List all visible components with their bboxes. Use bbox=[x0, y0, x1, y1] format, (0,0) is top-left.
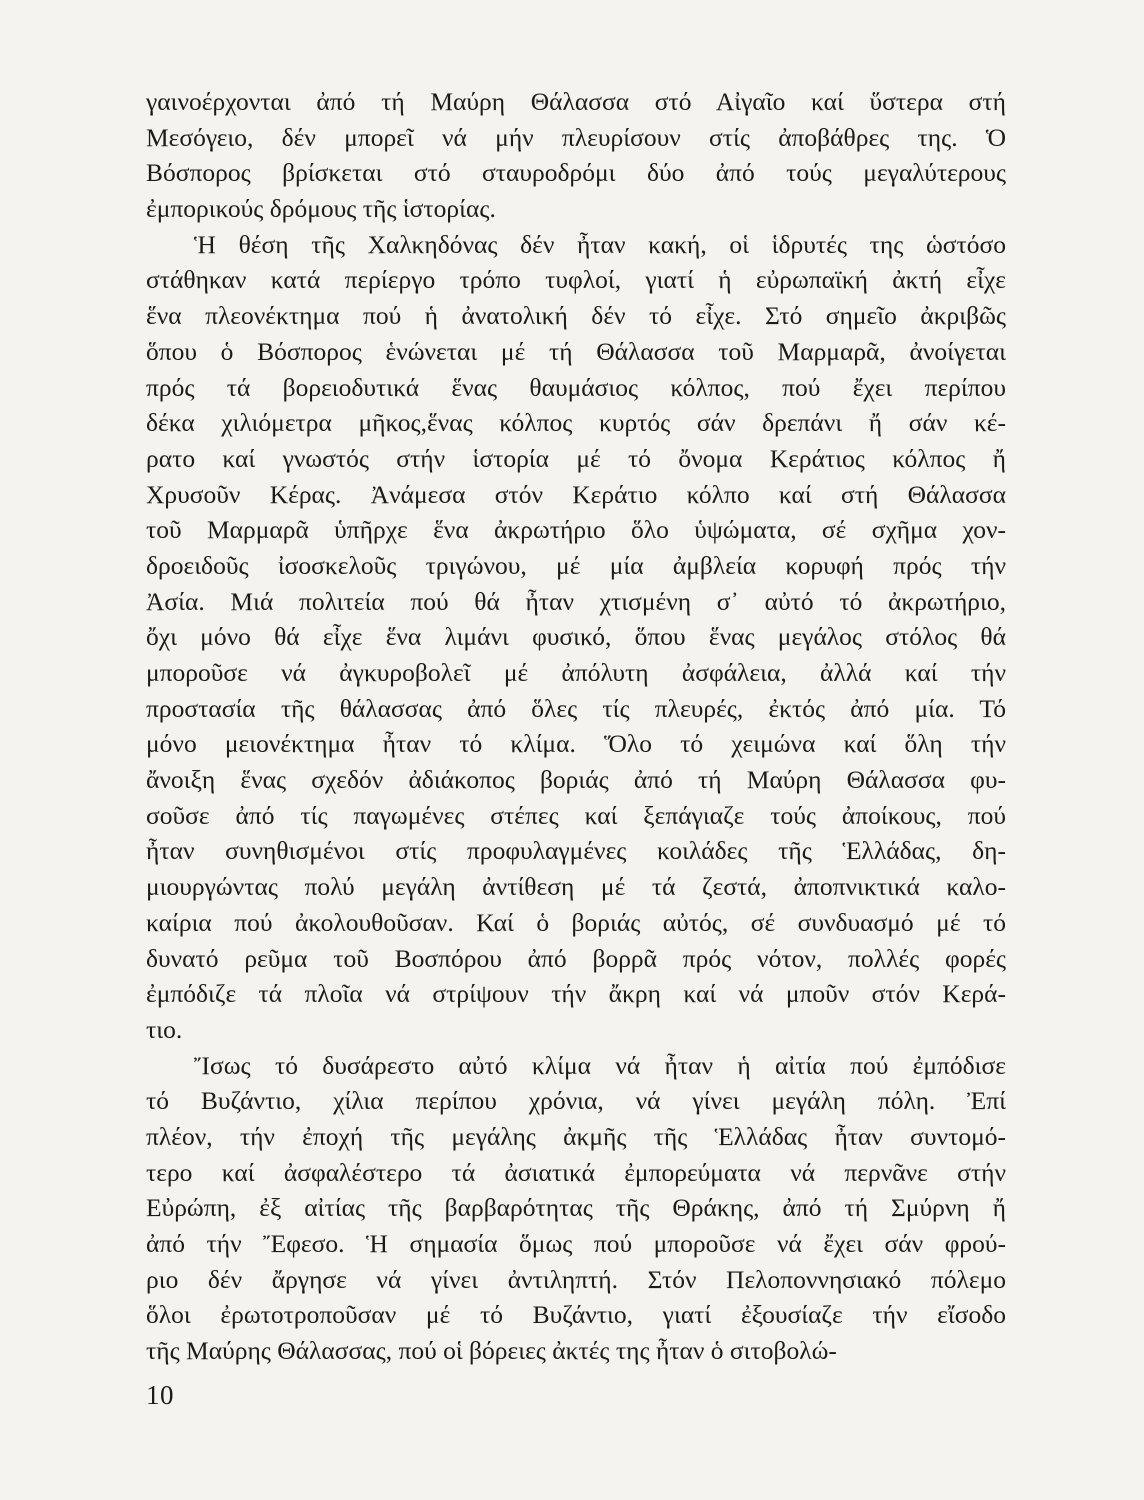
text-line: Χρυσοῦν Κέρας. Ἀνάμεσα στόν Κεράτιο κόλπο καί στή Θάλασσα bbox=[146, 479, 1006, 509]
text-line: Ἡ θέση τῆς Χαλκηδόνας δέν ἦταν κακή, οἱ ἱδρυτές της ὡστόσο bbox=[194, 229, 1006, 259]
text-line: δροειδοῦς ἰσοσκελοῦς τριγώνου, μέ μία ἀμβλεία κορυφή πρός τήν bbox=[146, 550, 1006, 580]
text-line: Εὐρώπη, ἐξ αἰτίας τῆς βαρβαρότητας τῆς Θράκης, ἀπό τή Σμύρνη ἤ bbox=[146, 1193, 1006, 1223]
text-line: τῆς Μαύρης Θάλασσας, πού οἱ βόρειες ἀκτές της ἦταν ὁ σιτοβολώ- bbox=[146, 1336, 837, 1366]
text-line: πρός τά βορειοδυτικά ἕνας θαυμάσιος κόλπος, πού ἔχει περίπου bbox=[146, 372, 1006, 402]
text-line: Μεσόγειο, δέν μπορεῖ νά μήν πλευρίσουν στίς ἀποβάθρες της. Ὁ bbox=[146, 122, 1006, 152]
text-line: ἐμπόδιζε τά πλοῖα νά στρίψουν τήν ἄκρη καί νά μποῦν στόν Κερά- bbox=[146, 979, 1006, 1009]
text-line: προστασία τῆς θάλασσας ἀπό ὅλες τίς πλευρές, ἐκτός ἀπό μία. Τό bbox=[146, 693, 1006, 723]
text-line: ὄχι μόνο θά εἶχε ἕνα λιμάνι φυσικό, ὅπου ἕνας μεγάλος στόλος θά bbox=[146, 622, 1006, 652]
text-line: ἄνοιξη ἕνας σχεδόν ἀδιάκοπος βοριάς ἀπό τή Μαύρη Θάλασσα φυ- bbox=[146, 765, 1006, 795]
text-line: στάθηκαν κατά περίεργο τρόπο τυφλοί, γιατί ἡ εὐρωπαϊκή ἀκτή εἶχε bbox=[146, 265, 1006, 295]
text-line: σοῦσε ἀπό τίς παγωμένες στέπες καί ξεπάγιαζε τούς ἀποίκους, πού bbox=[146, 800, 1006, 830]
page-number: 10 bbox=[146, 1380, 174, 1410]
text-line: δέκα χιλιόμετρα μῆκος,ἕνας κόλπος κυρτός σάν δρεπάνι ἤ σάν κέ- bbox=[146, 408, 1006, 438]
text-line: ὅπου ὁ Βόσπορος ἑνώνεται μέ τή Θάλασσα τοῦ Μαρμαρᾶ, ἀνοίγεται bbox=[146, 336, 1006, 366]
text-line: τοῦ Μαρμαρᾶ ὑπῆρχε ἕνα ἀκρωτήριο ὅλο ὑψώματα, σέ σχῆμα χον- bbox=[146, 515, 1006, 545]
text-line: Ἴσως τό δυσάρεστο αὐτό κλίμα νά ἦταν ἡ αἰτία πού ἐμπόδισε bbox=[194, 1050, 1006, 1080]
text-line: Ἀσία. Μιά πολιτεία πού θά ἦταν χτισμένη σ᾿ αὐτό τό ἀκρωτήριο, bbox=[146, 586, 1006, 616]
paragraph bbox=[146, 227, 1006, 1048]
text-line: ριο δέν ἄργησε νά γίνει ἀντιληπτή. Στόν Πελοποννησιακό πόλεμο bbox=[146, 1264, 1006, 1294]
text-line: μιουργώντας πολύ μεγάλη ἀντίθεση μέ τά ζεστά, ἀποπνικτικά καλο- bbox=[146, 872, 1006, 902]
text-line: πλέον, τήν ἐποχή τῆς μεγάλης ἀκμῆς τῆς Ἑλλάδας ἦταν συντομό- bbox=[146, 1121, 1006, 1151]
text-line: τιο. bbox=[146, 1014, 183, 1044]
text-line: δυνατό ρεῦμα τοῦ Βοσπόρου ἀπό βορρᾶ πρός νότον, πολλές φορές bbox=[146, 943, 1006, 973]
text-line: ἀπό τήν Ἔφεσο. Ἡ σημασία ὅμως πού μποροῦσε νά ἔχει σάν φρού- bbox=[146, 1229, 1006, 1258]
text-line: ρατο καί γνωστός στήν ἱστορία μέ τό ὄνομα Κεράτιος κόλπος ἤ bbox=[146, 443, 1006, 473]
text-line: μποροῦσε νά ἀγκυροβολεῖ μέ ἀπόλυτη ἀσφάλεια, ἀλλά καί τήν bbox=[146, 658, 1006, 687]
text-line: Βόσπορος βρίσκεται στό σταυροδρόμι δύο ἀπό τούς μεγαλύτερους bbox=[146, 158, 1006, 188]
paragraph bbox=[146, 84, 1006, 227]
text-line: καίρια πού ἀκολουθοῦσαν. Καί ὁ βοριάς αὐτός, σέ συνδυασμό μέ τό bbox=[146, 907, 1006, 937]
page-body-text bbox=[146, 84, 1006, 1369]
text-line: μόνο μειονέκτημα ἦταν τό κλίμα. Ὅλο τό χειμώνα καί ὅλη τήν bbox=[146, 729, 1006, 759]
text-line: ἦταν συνηθισμένοι στίς προφυλαγμένες κοιλάδες τῆς Ἑλλάδας, δη- bbox=[146, 836, 1006, 866]
text-line: ἕνα πλεονέκτημα πού ἡ ἀνατολική δέν τό εἶχε. Στό σημεῖο ἀκριβῶς bbox=[146, 301, 1006, 331]
text-line: τερο καί ἀσφαλέστερο τά ἀσιατικά ἐμπορεύματα νά περνᾶνε στήν bbox=[146, 1157, 1006, 1187]
text-line: τό Βυζάντιο, χίλια περίπου χρόνια, νά γίνει μεγάλη πόλη. Ἐπί bbox=[146, 1086, 1006, 1116]
text-line: ὅλοι ἐρωτοτροποῦσαν μέ τό Βυζάντιο, γιατί ἐξουσίαζε τήν εἴσοδο bbox=[146, 1300, 1006, 1330]
text-line: γαινοέρχονται ἀπό τή Μαύρη Θάλασσα στό Αἰγαῖο καί ὕστερα στή bbox=[146, 87, 1006, 116]
text-line: ἐμπορικούς δρόμους τῆς ἱστορίας. bbox=[146, 194, 496, 224]
paragraph bbox=[146, 1048, 1006, 1369]
